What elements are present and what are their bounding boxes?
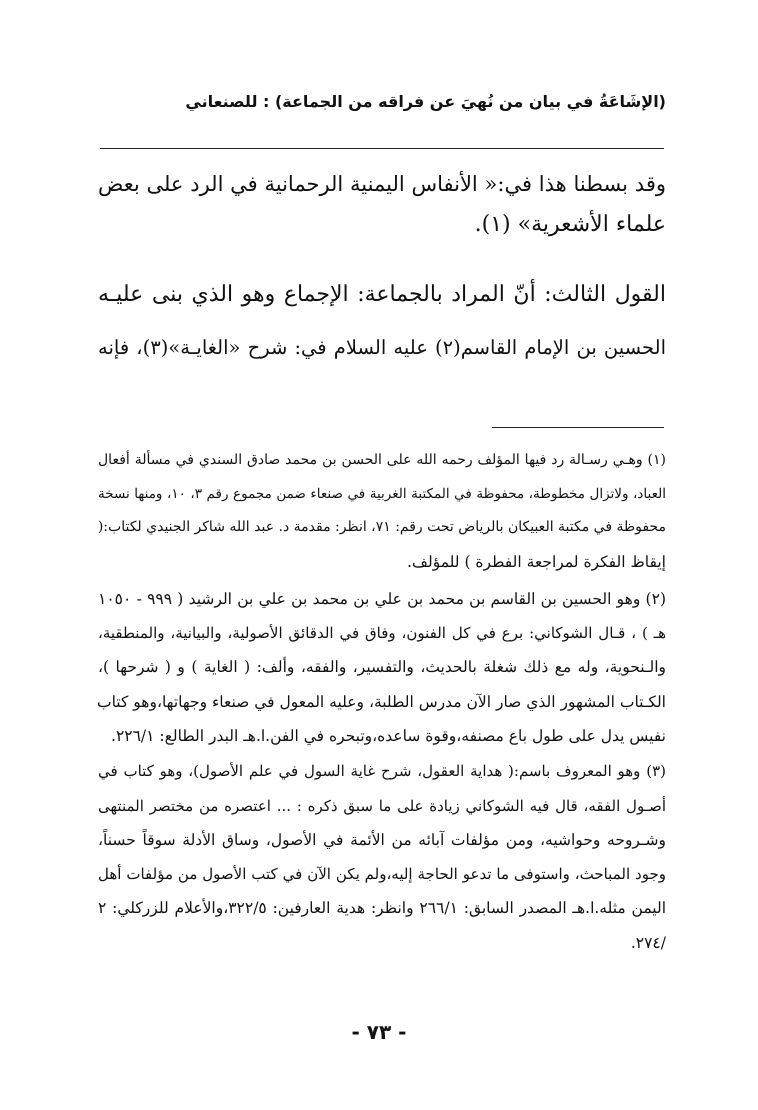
page-number: - ٧٣ - (351, 1020, 407, 1044)
header-divider (100, 148, 664, 149)
footnote-line: وشـروحه وحواشيه، ومن مؤلفات آبائه من الأئمة في الأصول، وساق الأدلة سوقاً حسناً، (98, 831, 666, 849)
footnote-line: (٢) وهو الحسين بن القاسم بن محمد بن علي بن محمد بن علي بن الرشيد ( ٩٩٩ - ١٠٥٠ (98, 590, 666, 608)
footnote-line: إيقاظ الفكرة لمراجعة الفطرة ) للمؤلف. (407, 553, 666, 571)
footnote-line: /٢٧٤. (630, 934, 666, 952)
footnote-line: محفوظة في مكتبة العبيكان بالرياض تحت رقم: ٧١، انظر: مقدمة د. عبد الله شاكر الجنيدي لكتاب:( (97, 519, 666, 535)
running-header: (الإشَاعَةُ في بيان من نُهيَ عن فراقه من الجماعة) : للصنعاني (185, 92, 666, 111)
main-line-4: الحسين بن الإمام القاسم(٢) عليه السلام في: شرح «الغايـة»(٣)، فإنه (98, 336, 666, 359)
footnote-divider (492, 427, 664, 428)
footnote-line: هـ ) ، قـال الشوكاني: برع في كل الفنون، وفاق في الدقائق الأصولية، والبيانية، والمنطقية، (98, 624, 666, 642)
main-line-2: علماء الأشعرية» (١). (474, 212, 666, 237)
footnote-line: الكـتاب المشهور الذي صار الآن مدرس الطلبة، وعليه المعول في صنعاء وجهاتها،وهو كتاب (96, 693, 666, 711)
footnote-line: أصـول الفقه، قال فيه الشوكاني زيادة على ما سبق ذكره : ... اعتصره من مختصر المنتهى (98, 797, 666, 815)
footnote-line: وجود المباحث، واستوفى ما تدعو الحاجة إليه،ولم يكن الآن في كتب الأصول من مؤلفات أهل (98, 865, 666, 883)
main-line-3: القول الثالث: أنّ المراد بالجماعة: الإجماع وهو الذي بنى عليـه (98, 282, 666, 307)
footnote-line: (٣) وهو المعروف باسم:( هداية العقول، شرح غاية السول في علم الأصول)، وهو كتاب في (98, 762, 666, 780)
footnote-line: نفيس يدل على طول باع مصنفه،وقوة ساعده،وتبحره في الفن.ا.هـ البدر الطالع: ٢٢٦/١. (111, 727, 666, 745)
footnote-line: والـنحوية، وله مع ذلك شغلة بالحديث، والتفسير، والفقه، وألف: ( الغاية ) و ( شرحها )، (98, 658, 666, 676)
footnote-line: العباد، ولاتزال مخطوطة، محفوظة في المكتبة الغربية في صنعاء ضمن مجموع رقم ٣، ١٠، ومنها نسخة (98, 486, 666, 502)
footnote-line: اليمن مثله.ا.هـ المصدر السابق: ٢٦٦/١ وانظر: هدية العارفين: ٣٢٢/٥،والأعلام للزركلي: ٢ (98, 899, 667, 917)
main-line-1: وقد بسطنا هذا في:« الأنفاس اليمنية الرحمانية في الرد على بعض (98, 172, 666, 196)
footnote-line: (١) وهـي رسـالة رد فيها المؤلف رحمه الله على الحسن بن محمد صادق السندي في مسألة أفعال (98, 452, 666, 468)
